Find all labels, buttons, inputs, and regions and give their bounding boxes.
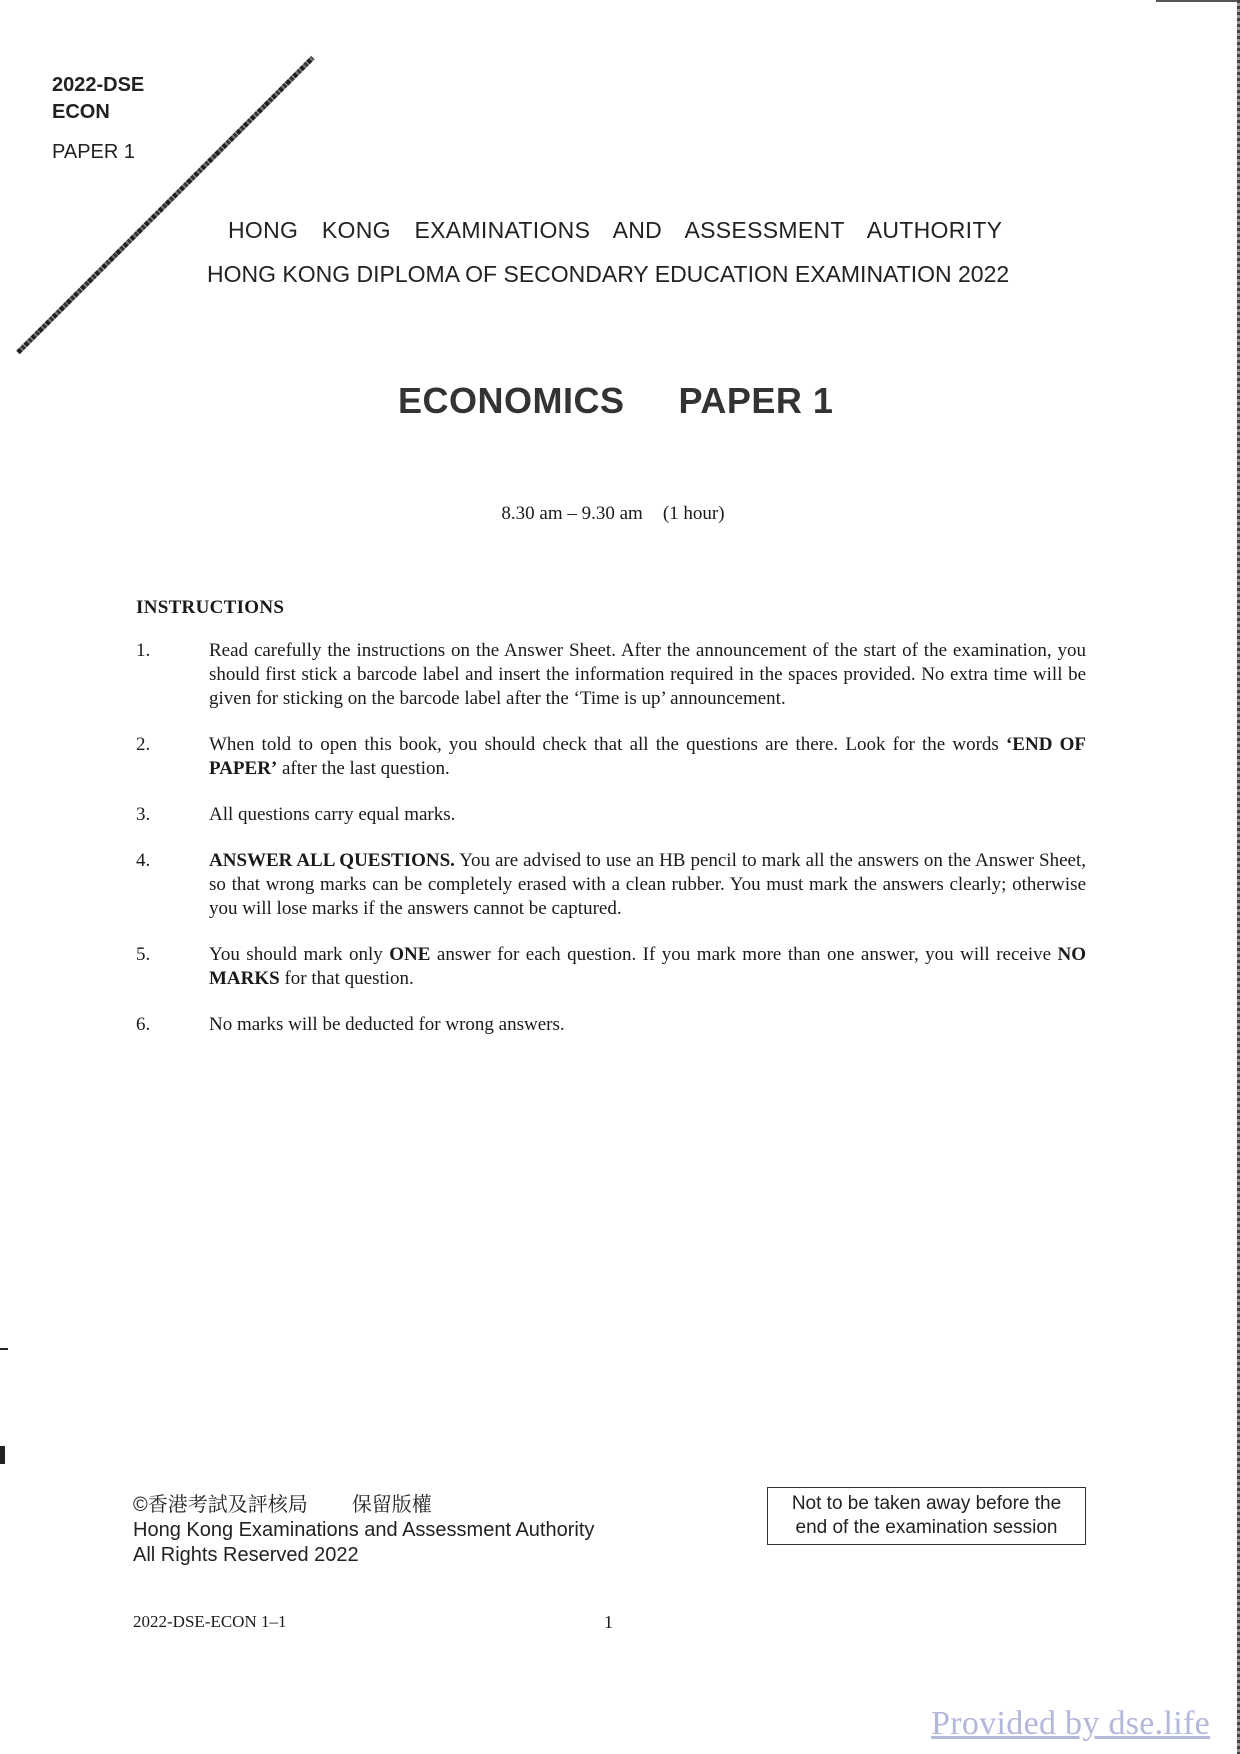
instruction-number: 2. [136, 734, 151, 755]
notice-line: end of the examination session [795, 1517, 1058, 1538]
scan-margin-mark [0, 1348, 8, 1350]
subject-name: ECONOMICS [398, 380, 625, 421]
instructions-heading: INSTRUCTIONS [136, 597, 285, 618]
instruction-emphasis: ONE [389, 944, 431, 965]
instruction-number: 6. [136, 1014, 151, 1035]
instruction-item [136, 639, 1086, 711]
exam-time [0, 503, 1226, 525]
time-duration: (1 hour) [662, 503, 725, 524]
instruction-text: No marks will be deducted for wrong answers. [209, 1014, 565, 1035]
instruction-text [209, 849, 1086, 921]
instruction-emphasis: ANSWER ALL QUESTIONS. [209, 850, 455, 871]
instruction-text: Read carefully the instructions on the Answer Sheet. After the announcement of the start of the examination, you should first stick a barcode label and insert the information required in the spaces provided. No extra time will be given for sticking on the barcode label after the ‘Time is up’ announcement. [209, 640, 1086, 709]
instruction-item [136, 803, 1086, 827]
notice-box [767, 1487, 1086, 1545]
copyright-rights: All Rights Reserved 2022 [133, 1544, 359, 1566]
authority-name: HONG KONG EXAMINATIONS AND ASSESSMENT AUTHORITY [228, 217, 1003, 243]
notice-line: Not to be taken away before the [791, 1493, 1062, 1514]
copyright-cjk-authority: ©香港考試及評核局 [133, 1494, 308, 1516]
instruction-item [136, 733, 1086, 781]
copyright-authority: Hong Kong Examinations and Assessment Authority [133, 1519, 595, 1541]
instruction-item [136, 943, 1086, 991]
time-range: 8.30 am – 9.30 am [501, 503, 643, 524]
scan-margin-mark [0, 1446, 5, 1464]
page-number: 1 [604, 1612, 613, 1632]
instructions-section [136, 597, 1086, 1059]
scan-edge-top [1156, 0, 1240, 2]
instruction-emphasis: ‘END OF PAPER’ [209, 734, 1086, 779]
copyright-cjk-line [133, 1493, 594, 1518]
instruction-emphasis: NO MARKS [209, 944, 1087, 989]
instruction-text: All questions carry equal marks. [209, 804, 456, 825]
instruction-text-part: When told to open this book, you should check that all the questions are there. Look for the words [209, 734, 1006, 755]
footer-paper-code: 2022-DSE-ECON 1–1 [133, 1612, 287, 1631]
paper-code-year: 2022-DSE [52, 74, 145, 96]
instruction-number: 3. [136, 804, 151, 825]
paper-number-label: PAPER 1 [52, 141, 135, 163]
copyright-cjk-rights: 保留版權 [351, 1494, 432, 1516]
instruction-number: 1. [136, 640, 151, 661]
source-watermark-link[interactable]: Provided by dse.life [931, 1705, 1210, 1742]
exam-name: HONG KONG DIPLOMA OF SECONDARY EDUCATION EXAMINATION 2022 [207, 261, 1010, 287]
instruction-item [136, 1013, 1086, 1037]
instruction-text-part: You should mark only [209, 944, 390, 965]
paper-code-block [52, 72, 144, 164]
instruction-number: 5. [136, 944, 151, 965]
instruction-text-part: You are advised to use an HB pencil to mark all the answers on the Answer Sheet, so that wrong marks can be completely erased with a clean rubber. You must mark the answers clearly; otherwise you will lose marks if the answers cannot be captured. [209, 850, 1086, 919]
instruction-number: 4. [136, 850, 151, 871]
copyright-block [133, 1493, 594, 1568]
paper-code-subject: ECON [52, 101, 110, 123]
instruction-text-part: answer for each question. If you mark more than one answer, you will receive [430, 944, 1058, 965]
instruction-text [209, 943, 1086, 991]
subject-paper: PAPER 1 [678, 380, 834, 421]
instruction-item [136, 849, 1086, 921]
instruction-text-part: for that question. [279, 968, 414, 989]
subject-title [398, 380, 833, 422]
instruction-text-part: after the last question. [277, 758, 450, 779]
instruction-text [209, 733, 1086, 781]
